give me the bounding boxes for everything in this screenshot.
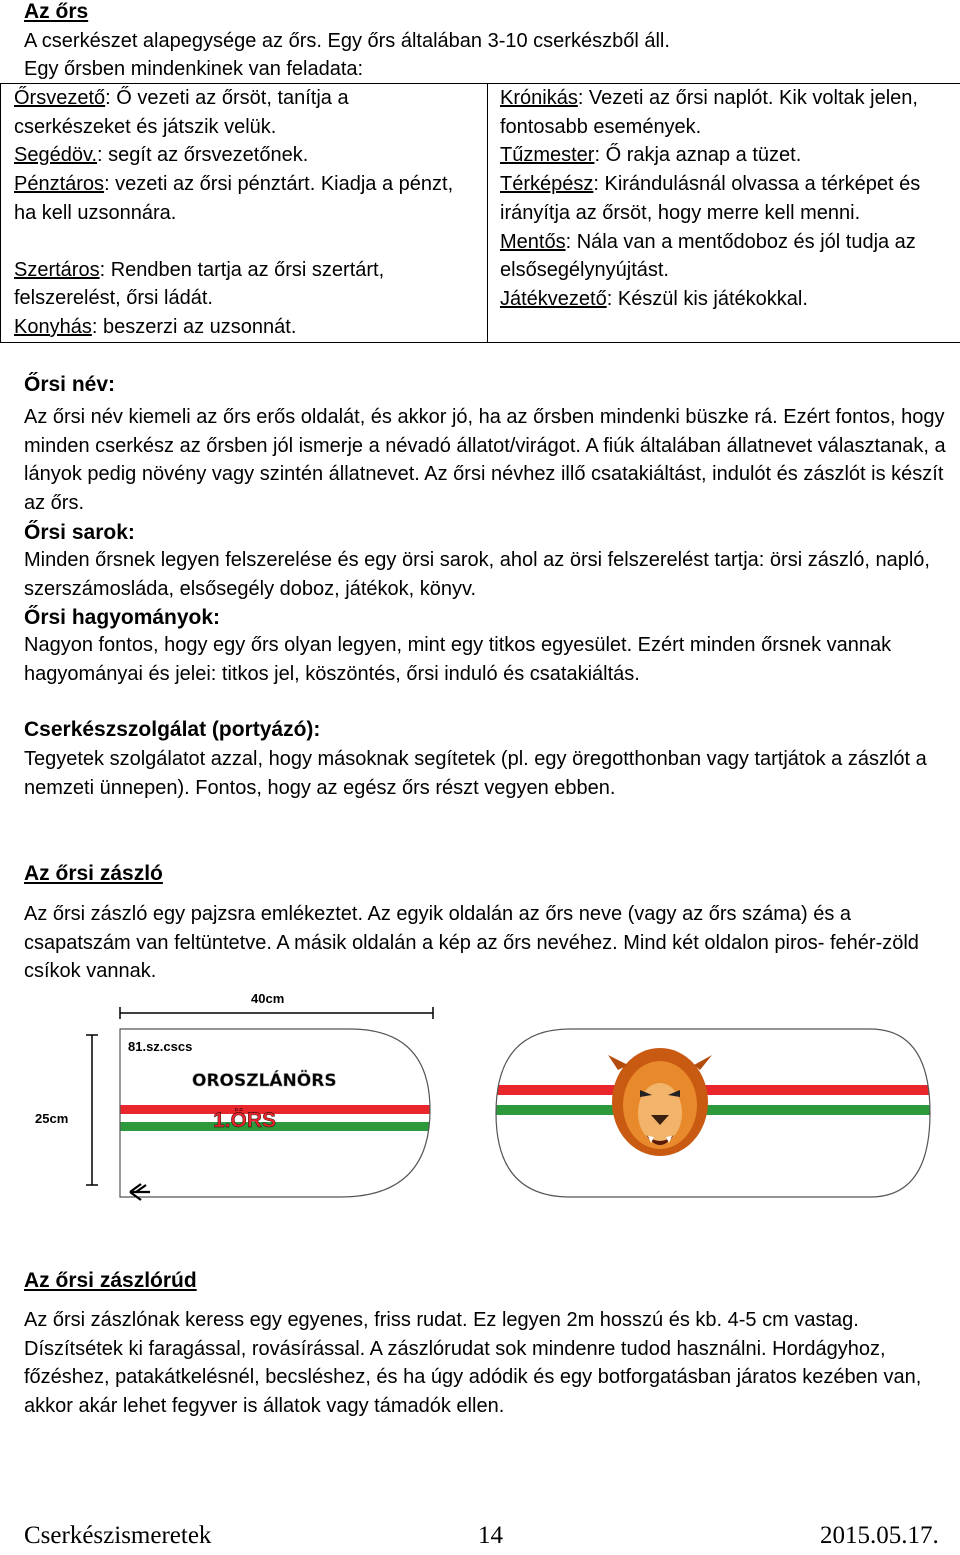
section-title-zaszlorud: Az őrsi zászlórúd	[24, 1269, 197, 1292]
role-jatekvezeto: Játékvezető: Készül kis játékokkal.	[500, 287, 808, 310]
left-roles-cell	[1, 84, 488, 343]
orsi-hagyomanyok-body: Nagyon fontos, hogy egy őrs olyan legyen, mint egy titkos egyesület. Ezért minden őrsnek vannak hagyományai és jelei: titkos jel, köszöntés, őrsi induló és csatakiáltás.	[24, 634, 892, 685]
troop-label: 81.sz.cscs	[128, 1039, 193, 1054]
flag-right-side	[490, 1085, 935, 1115]
role-kronikas: Krónikás: Vezeti az őrsi naplót. Kik voltak jelen, fontosabb események.	[500, 87, 918, 138]
role-tuzmester: Tűzmester: Ő rakja aznap a tüzet.	[500, 144, 802, 167]
footer-page-number: 14	[478, 1522, 503, 1549]
patrol-number-label: 1.ÖRS	[213, 1109, 277, 1132]
footer-date: 2015.05.17.	[820, 1522, 939, 1549]
role-szertaros: Szertáros: Rendben tartja az őrsi szertárt, felszerelést, őrsi ládát.	[14, 258, 385, 310]
section-title-orsi-hagyomanyok: Őrsi hagyományok:	[24, 606, 221, 629]
role-mentos: Mentős: Nála van a mentődoboz és jól tudja az elsősegélynyújtást.	[500, 230, 916, 282]
intro-line-2: Egy őrsben mindenkinek van feladata:	[24, 58, 364, 80]
flag-illustration	[0, 985, 960, 1225]
szolgalat-body: Tegyetek szolgálatot azzal, hogy másoknak segítetek (pl. egy öregotthonban vagy tartjátok a zászlót a nemzeti ünnepen). Fontos, hogy az egész őrs részt vegyen ebben.	[24, 748, 927, 799]
footer-title: Cserkészismeretek	[24, 1522, 212, 1549]
patrol-name-label: OROSZLÁNÖRS	[192, 1071, 337, 1091]
flag-left-side	[120, 1105, 440, 1131]
zaszlo-body: Az őrsi zászló egy pajzsra emlékeztet. Az egyik oldalán az őrs neve (vagy az őrs száma) és a csapatszám van feltüntetve. A másik oldalán a kép az őrs nevéhez. Mind két oldalon piros- fehér-zöld csíkok vannak.	[24, 903, 919, 983]
role-terkepesz: Térképész: Kirándulásnál olvassa a térképet és irányítja az őrsöt, hogy merre kell menni.	[500, 173, 921, 224]
section-title-zaszlo: Az őrsi zászló	[24, 862, 163, 885]
section-title-ors: Az őrs	[24, 0, 89, 23]
role-orsvezeto: Őrsvezető: Ő vezeti az őrsöt, tanítja a cserkészeket és játszik velük.	[14, 87, 349, 138]
role-konyhas: Konyhás: beszerzi az uzsonnát.	[14, 315, 297, 338]
section-title-szolgalat: Cserkészszolgálat (portyázó):	[24, 718, 321, 741]
section-title-orsi-nev: Őrsi név:	[24, 373, 116, 396]
width-label: 40cm	[251, 991, 285, 1006]
orsi-sarok-body: Minden őrsnek legyen felszerelése és egy örsi sarok, ahol az örsi felszerelést tartja: örsi zászló, napló, szerszámosláda, elsősegély doboz, játékok, könyv.	[24, 549, 930, 600]
role-segedov: Segédöv.: segít az őrsvezetőnek.	[14, 144, 309, 167]
orsi-nev-body: Az őrsi név kiemeli az őrs erős oldalát, és akkor jó, ha az őrsben mindenki büszke rá. Ezért fontos, hogy minden cserkész az őrsben jól ismerje a névadó állatot/virágot. A fiúk általában állatnevet választanak, a lányok pedig növény vagy szintén állatnevet. Az őrsi névhez illő csatakiáltást, indulót és zászlót is készít az őrs.	[24, 406, 946, 515]
zaszlorud-body: Az őrsi zászlónak keress egy egyenes, friss rudat. Ez legyen 2m hosszú és kb. 4-5 cm vastag. Díszítsétek ki faragással, rovásírással. A zászlórudat sok mindenre tudod használni. Hordágyhoz, főzéshez, patakátkelésnél, becsléshez, és ha úgy adódik és egy botforgatásban járatos kezében van, akkor akár lehet fegyver is állatok vagy támadók ellen.	[24, 1309, 922, 1418]
height-label: 25cm	[35, 1111, 69, 1126]
role-penztaros: Pénztáros: vezeti az őrsi pénztárt. Kiadja a pénzt, ha kell uzsonnára.	[14, 173, 454, 224]
lion-head-icon	[608, 1048, 712, 1156]
roles-table	[0, 83, 960, 343]
right-roles-cell	[488, 84, 960, 343]
intro-line-1: A cserkészet alapegysége az őrs. Egy őrs általában 3-10 cserkészből áll.	[24, 30, 670, 52]
section-title-orsi-sarok: Őrsi sarok:	[24, 521, 135, 544]
